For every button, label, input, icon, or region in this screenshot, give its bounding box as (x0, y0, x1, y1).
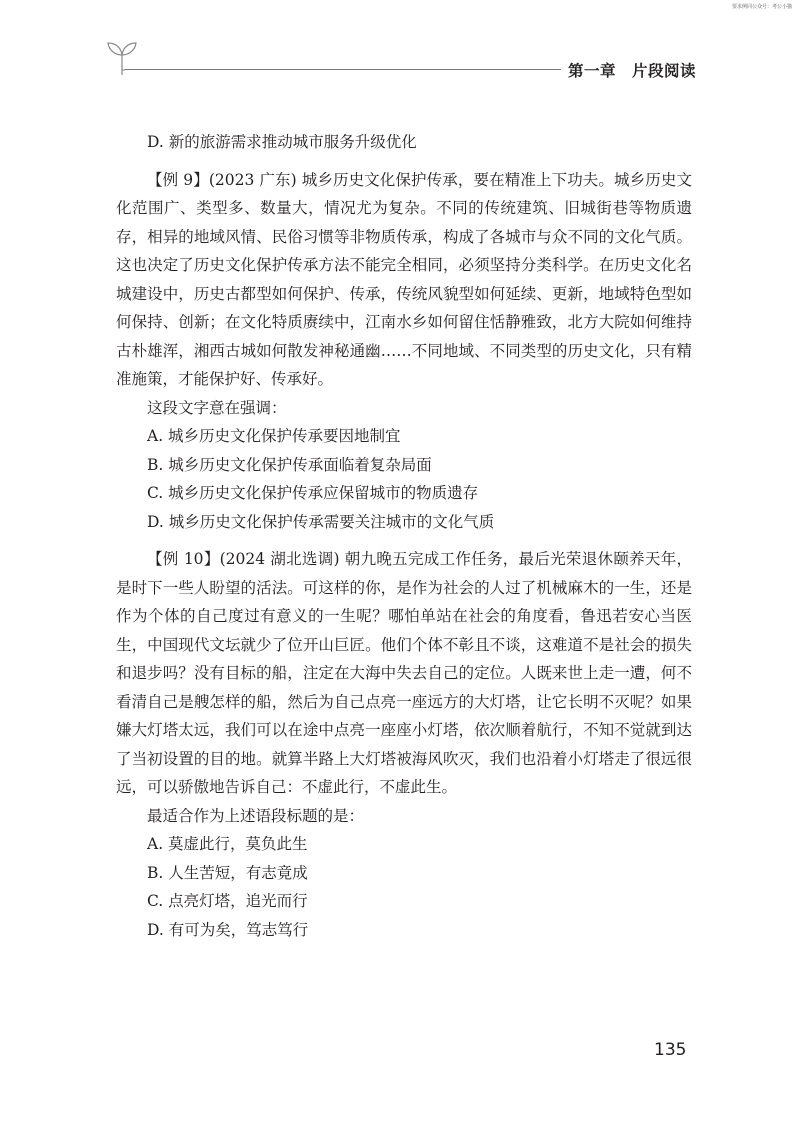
example-10-question: 最适合作为上述语段标题的是： (147, 806, 365, 825)
chapter-title: 第一章 片段阅读 (568, 62, 697, 80)
example-10-option-c: C. 点亮灯塔，追光而行 (147, 892, 308, 910)
header-rule (125, 69, 561, 70)
example-10-passage: 【例 10】(2024 湖北选调) 朝九晚五完成工作任务，最后光荣退休颐养天年，是时下一些人盼望的活法。可这样的你，是作为社会的人过了机械麻木的一生，还是作为个体的自己度过有意义的一生呢？哪怕单站在社会的角度看，鲁迅若安心当医生，中国现代文坛就少了位开山巨匠。他们个体不彰且不谈，这难道不是社会的损失和退步吗？没有目标的船，注定在大海中失去自己的定位。人既来世上走一遭，何不看清自己是艘怎样的船，然后为自己点亮一座远方的大灯塔，让它长明不灭呢？如果嫌大灯塔太远，我们可以在途中点亮一座座小灯塔，依次顺着航行，不知不觉就到达了当初设置的目的地。就算半路上大灯塔被海风吹灭，我们也沿着小灯塔走了很远很远，可以骄傲地告诉自己：不虚此行，不虚此生。 (116, 550, 692, 796)
sprout-icon (104, 38, 140, 76)
example-9-option-d: D. 城乡历史文化保护传承需要关注城市的文化气质 (147, 512, 495, 531)
example-10-option-a: A. 莫虚此行，莫负此生 (147, 835, 308, 853)
example-10-option-b: B. 人生苦短，有志竟成 (147, 863, 308, 882)
example-9-option-a: A. 城乡历史文化保护传承要因地制宜 (147, 427, 401, 445)
example-9-question: 这段文字意在强调： (147, 398, 287, 417)
page-number: 135 (654, 1040, 687, 1060)
example-10-option-d: D. 有可为矣，笃志笃行 (147, 920, 309, 939)
corner-note: 要求例同公众号：考公小猫 (731, 4, 792, 10)
example-9-passage: 【例 9】(2023 广东) 城乡历史文化保护传承，要在精准上下功夫。城乡历史文化范围广、类型多、数量大，情况尤为复杂。不同的传统建筑、旧城街巷等物质遗存，相异的地域风情、民俗习惯等非物质传承，构成了各城市与众不同的文化气质。这也决定了历史文化保护传承方法不能完全相同，必须坚持分类科学。在历史文化名城建设中，历史古都型如何保护、传承，传统风貌型如何延续、更新，地域特色型如何保持、创新；在文化特质赓续中，江南水乡如何留住恬静雅致，北方大院如何维持古朴雄浑，湘西古城如何散发神秘通幽……不同地域、不同类型的历史文化，只有精准施策，才能保护好、传承好。 (116, 170, 692, 388)
prev-option-d: D. 新的旅游需求推动城市服务升级优化 (147, 133, 417, 151)
example-9-option-c: C. 城乡历史文化保护传承应保留城市的物质遗存 (147, 484, 479, 502)
example-9-option-b: B. 城乡历史文化保护传承面临着复杂局面 (147, 455, 432, 474)
page-content (116, 128, 692, 944)
